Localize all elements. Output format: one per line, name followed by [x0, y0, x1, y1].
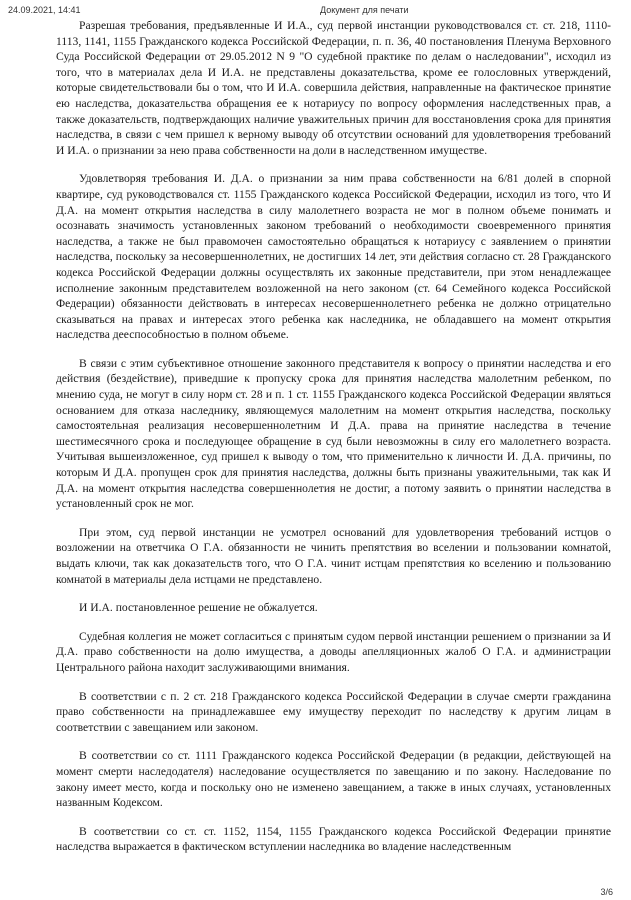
print-datetime: 24.09.2021, 14:41	[8, 5, 81, 15]
paragraph: В соответствии с п. 2 ст. 218 Гражданского кодекса Российской Федерации в случае смерти гражданина право собственности на принадлежавшее ему имуществу переходит по наследству к другим лицам в соответствии с завещанием или законом.	[56, 689, 611, 734]
paragraph: И И.А. постановленное решение не обжалуется.	[79, 601, 318, 615]
paragraph: В соответствии со ст. 1111 Гражданского кодекса Российской Федерации (в редакции, действующей на момент смерти наследодателя) наследование осуществляется по завещанию и по закону. Наследование по закону имеет место, когда и поскольку оно не изменено завещанием, а также в иных случаях, установленных названным Кодексом.	[56, 749, 611, 810]
paragraph: В соответствии со ст. ст. 1152, 1154, 1155 Гражданского кодекса Российской Федерации принятие наследства выражается в фактическом вступлении наследника во владение наследственным	[56, 824, 611, 854]
paragraph: Разрешая требования, предъявленные И И.А., суд первой инстанции руководствовался ст. ст. 218, 1110-1113, 1141, 1155 Гражданского кодекса Российской Федерации, п. п. 36, 40 постановления Пленума Верховного Суда Российской Федерации от 29.05.2012 N 9 "О судебной практике по делам о наследовании", исходил из того, что в материалах дела И И.А. не представлены доказательства, кроме ее голословных утверждений, которые свидетельствовали бы о том, что И И.А. совершила действия, направленные на фактическое принятие ею наследства, доказательства обращения ее к нотариусу по вопросу оформления наследственных прав, а также доказательств, подтверждающих наличие уважительных причин для восстановления срока для принятия наследства, в связи с чем пришел к верному выводу об отсутствии оснований для удовлетворения требований И И.А. о признании за нею права собственности на доли в наследственном имуществе.	[56, 19, 611, 157]
document-body	[56, 18, 611, 868]
paragraph: Удовлетворяя требования И. Д.А. о признании за ним права собственности на 6/81 долей в спорной квартире, суд руководствовался ст. 1155 Гражданского кодекса Российской Федерации, исходил из того, что И Д.А. на момент открытия наследства в силу малолетнего возраста не мог в полном объеме понимать и осознавать значимость установленных законом требований о необходимости своевременного принятия наследства, а также не был правомочен самостоятельно обращаться к нотариусу с заявлением о принятии наследства, поскольку за несовершеннолетних, не достигших 14 лет, эти действия согласно ст. 28 Гражданского кодекса Российской Федерации должны осуществлять их законные представители, при этом ненадлежащее исполнение законным представителем возложенной на него законом (ст. 64 Семейного кодекса Российской Федерации) обязанности действовать в интересах несовершеннолетнего ребенка не должно отрицательно сказываться на правах и интересах этого ребенка как наследника, не обладавшего на момент открытия наследства дееспособностью в полном объеме.	[56, 172, 611, 342]
paragraph: В связи с этим субъективное отношение законного представителя к вопросу о принятии наследства и его действия (бездействие), приведшие к пропуску срока для принятия наследства малолетним ребенком, по мнению суда, не могут в силу норм ст. 28 и п. 1 ст. 1155 Гражданского кодекса Российской Федерации являться основанием для отказа наследнику, являющемуся малолетним на момент открытия наследства, поскольку самостоятельная реализация несовершеннолетним И Д.А. права на принятие наследства в течение шестимесячного срока и последующее обращение в суд были невозможны в силу его малолетнего возраста. Учитывая вышеизложенное, суд пришел к выводу о том, что применительно к личности И. Д.А. причины, по которым И Д.А. пропущен срок для принятия наследства, должны быть признаны уважительными, так как И Д.А. на момент открытия наследства совершеннолетия не достиг, а потому заявить о принятии наследства в установленный срок не мог.	[56, 356, 611, 511]
print-header	[0, 5, 631, 19]
document-title: Документ для печати	[320, 5, 409, 15]
paragraph: Судебная коллегия не может согласиться с принятым судом первой инстанции решением о признании за И Д.А. право собственности на долю имущества, а доводы апелляционных жалоб О Г.А. и администрации Центрального района находит заслуживающими внимания.	[56, 629, 611, 674]
paragraph: При этом, суд первой инстанции не усмотрел оснований для удовлетворения требований истцов о возложении на ответчика О Г.А. обязанности не чинить препятствия во вселении и пользовании комнатой, выдать ключи, так как доказательств того, что О Г.А. чинит истцам препятствия ко вселению и пользованию комнатой в материалы дела истцами не представлено.	[56, 525, 611, 586]
page-number: 3/6	[600, 887, 613, 897]
